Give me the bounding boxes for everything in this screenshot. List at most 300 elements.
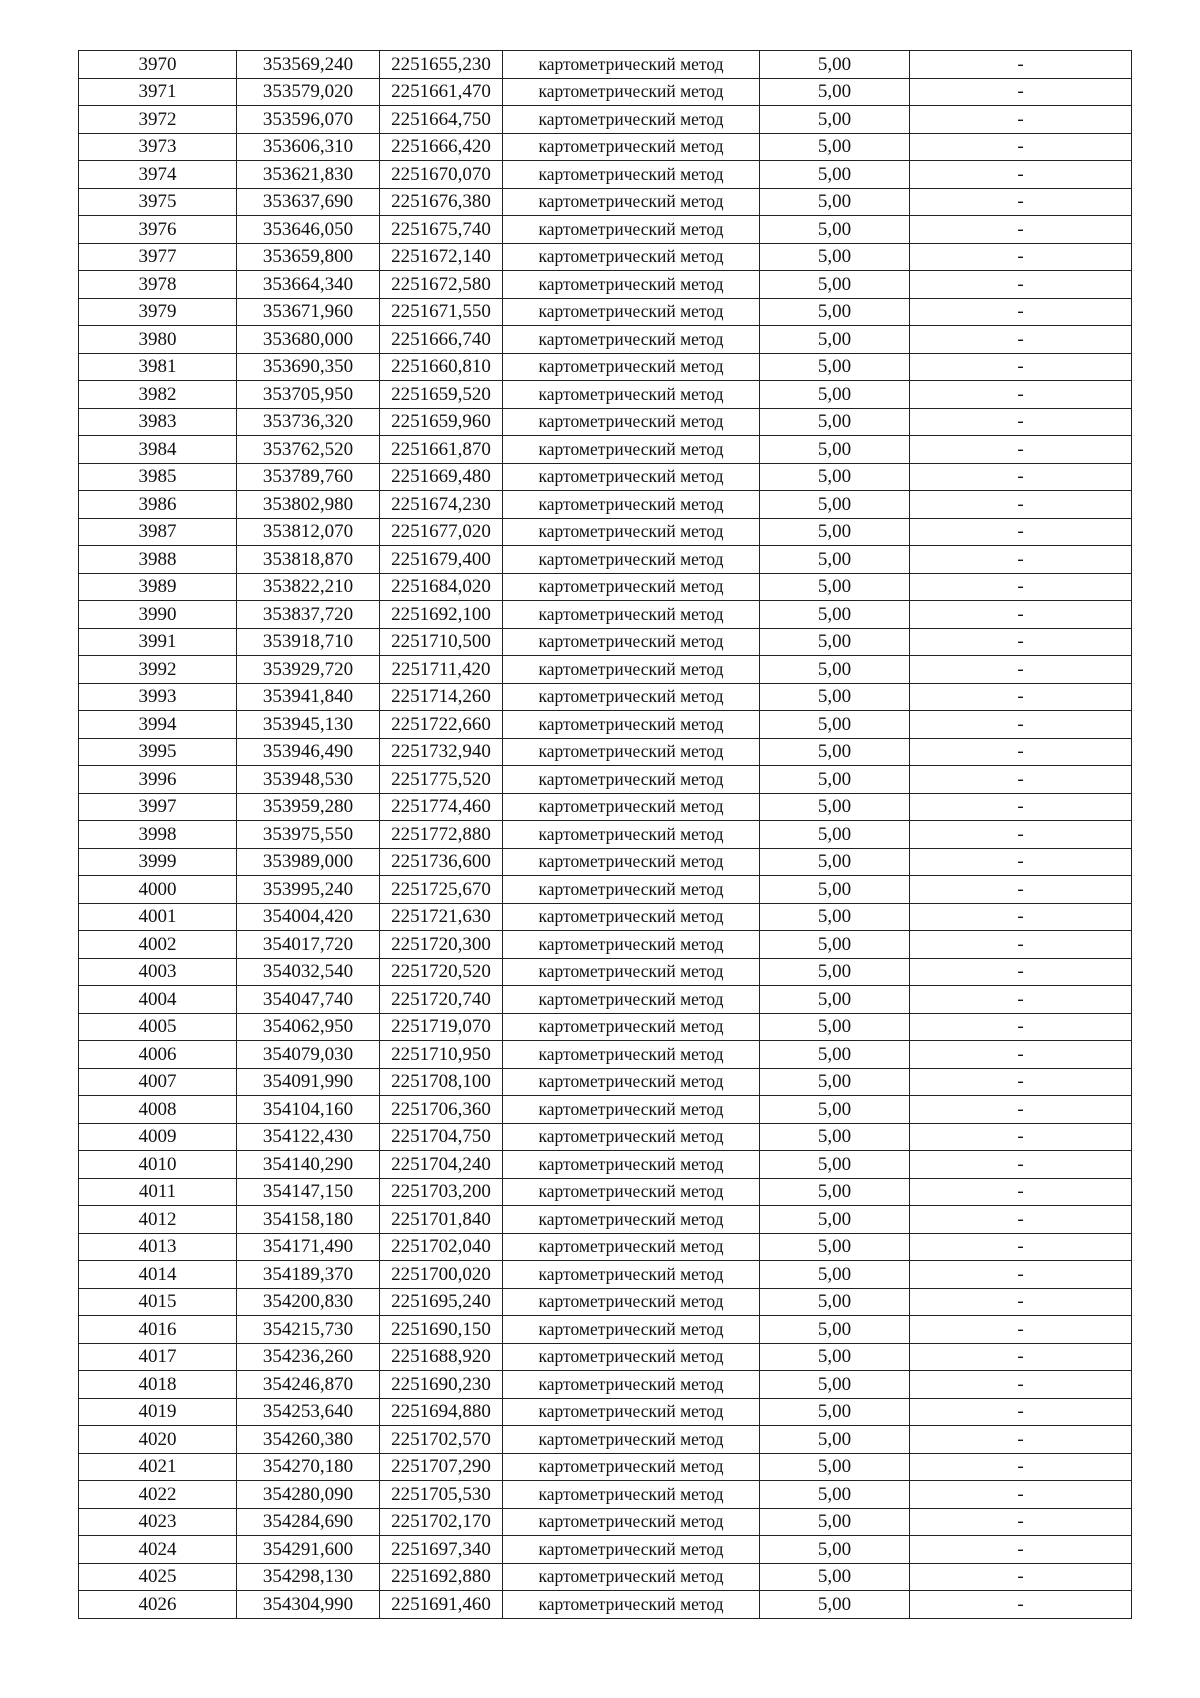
- table-row: [79, 463, 1132, 491]
- x-coordinate-cell: 353637,690: [237, 188, 380, 216]
- method-cell: картометрический метод: [503, 903, 760, 931]
- y-coordinate-cell: 2251710,950: [380, 1041, 503, 1069]
- note-cell: -: [910, 1508, 1132, 1536]
- method-cell: картометрический метод: [503, 1481, 760, 1509]
- y-coordinate-cell: 2251702,170: [380, 1508, 503, 1536]
- accuracy-cell: 5,00: [760, 408, 910, 436]
- y-coordinate-cell: 2251732,940: [380, 738, 503, 766]
- note-cell: -: [910, 601, 1132, 629]
- method-cell: картометрический метод: [503, 958, 760, 986]
- y-coordinate-cell: 2251666,420: [380, 133, 503, 161]
- note-cell: -: [910, 711, 1132, 739]
- point-number-cell: 4025: [79, 1563, 237, 1591]
- y-coordinate-cell: 2251720,740: [380, 986, 503, 1014]
- table-row: [79, 1233, 1132, 1261]
- x-coordinate-cell: 353837,720: [237, 601, 380, 629]
- method-cell: картометрический метод: [503, 518, 760, 546]
- x-coordinate-cell: 353989,000: [237, 848, 380, 876]
- table-row: [79, 1178, 1132, 1206]
- point-number-cell: 4021: [79, 1453, 237, 1481]
- method-cell: картометрический метод: [503, 821, 760, 849]
- y-coordinate-cell: 2251704,750: [380, 1123, 503, 1151]
- y-coordinate-cell: 2251702,570: [380, 1426, 503, 1454]
- point-number-cell: 4003: [79, 958, 237, 986]
- method-cell: картометрический метод: [503, 683, 760, 711]
- x-coordinate-cell: 353995,240: [237, 876, 380, 904]
- point-number-cell: 4023: [79, 1508, 237, 1536]
- x-coordinate-cell: 353606,310: [237, 133, 380, 161]
- y-coordinate-cell: 2251703,200: [380, 1178, 503, 1206]
- x-coordinate-cell: 353705,950: [237, 381, 380, 409]
- accuracy-cell: 5,00: [760, 1316, 910, 1344]
- table-row: [79, 1041, 1132, 1069]
- x-coordinate-cell: 354140,290: [237, 1151, 380, 1179]
- method-cell: картометрический метод: [503, 1041, 760, 1069]
- note-cell: -: [910, 1123, 1132, 1151]
- x-coordinate-cell: 354304,990: [237, 1591, 380, 1619]
- point-number-cell: 3997: [79, 793, 237, 821]
- point-number-cell: 4019: [79, 1398, 237, 1426]
- accuracy-cell: 5,00: [760, 793, 910, 821]
- method-cell: картометрический метод: [503, 1371, 760, 1399]
- table-row: [79, 1508, 1132, 1536]
- x-coordinate-cell: 353579,020: [237, 78, 380, 106]
- accuracy-cell: 5,00: [760, 903, 910, 931]
- y-coordinate-cell: 2251707,290: [380, 1453, 503, 1481]
- table-row: [79, 353, 1132, 381]
- point-number-cell: 4016: [79, 1316, 237, 1344]
- accuracy-cell: 5,00: [760, 1508, 910, 1536]
- y-coordinate-cell: 2251669,480: [380, 463, 503, 491]
- point-number-cell: 3974: [79, 161, 237, 189]
- accuracy-cell: 5,00: [760, 1426, 910, 1454]
- point-number-cell: 3998: [79, 821, 237, 849]
- y-coordinate-cell: 2251676,380: [380, 188, 503, 216]
- x-coordinate-cell: 354291,600: [237, 1536, 380, 1564]
- table-row: [79, 766, 1132, 794]
- table-row: [79, 216, 1132, 244]
- x-coordinate-cell: 353671,960: [237, 298, 380, 326]
- x-coordinate-cell: 354270,180: [237, 1453, 380, 1481]
- note-cell: -: [910, 271, 1132, 299]
- x-coordinate-cell: 354079,030: [237, 1041, 380, 1069]
- y-coordinate-cell: 2251772,880: [380, 821, 503, 849]
- x-coordinate-cell: 354032,540: [237, 958, 380, 986]
- x-coordinate-cell: 354189,370: [237, 1261, 380, 1289]
- y-coordinate-cell: 2251704,240: [380, 1151, 503, 1179]
- note-cell: -: [910, 1178, 1132, 1206]
- point-number-cell: 4024: [79, 1536, 237, 1564]
- x-coordinate-cell: 354017,720: [237, 931, 380, 959]
- point-number-cell: 3970: [79, 51, 237, 79]
- y-coordinate-cell: 2251708,100: [380, 1068, 503, 1096]
- note-cell: -: [910, 958, 1132, 986]
- x-coordinate-cell: 353822,210: [237, 573, 380, 601]
- table-row: [79, 326, 1132, 354]
- note-cell: -: [910, 821, 1132, 849]
- point-number-cell: 3988: [79, 546, 237, 574]
- accuracy-cell: 5,00: [760, 1096, 910, 1124]
- point-number-cell: 3982: [79, 381, 237, 409]
- accuracy-cell: 5,00: [760, 381, 910, 409]
- point-number-cell: 4009: [79, 1123, 237, 1151]
- y-coordinate-cell: 2251661,470: [380, 78, 503, 106]
- x-coordinate-cell: 353802,980: [237, 491, 380, 519]
- note-cell: -: [910, 1398, 1132, 1426]
- accuracy-cell: 5,00: [760, 436, 910, 464]
- x-coordinate-cell: 353664,340: [237, 271, 380, 299]
- note-cell: -: [910, 793, 1132, 821]
- y-coordinate-cell: 2251694,880: [380, 1398, 503, 1426]
- table-row: [79, 298, 1132, 326]
- table-row: [79, 656, 1132, 684]
- method-cell: картометрический метод: [503, 1013, 760, 1041]
- accuracy-cell: 5,00: [760, 518, 910, 546]
- method-cell: картометрический метод: [503, 931, 760, 959]
- y-coordinate-cell: 2251684,020: [380, 573, 503, 601]
- note-cell: -: [910, 848, 1132, 876]
- method-cell: картометрический метод: [503, 51, 760, 79]
- point-number-cell: 3981: [79, 353, 237, 381]
- point-number-cell: 4026: [79, 1591, 237, 1619]
- table-row: [79, 573, 1132, 601]
- point-number-cell: 4022: [79, 1481, 237, 1509]
- y-coordinate-cell: 2251660,810: [380, 353, 503, 381]
- method-cell: картометрический метод: [503, 381, 760, 409]
- y-coordinate-cell: 2251672,140: [380, 243, 503, 271]
- accuracy-cell: 5,00: [760, 986, 910, 1014]
- accuracy-cell: 5,00: [760, 628, 910, 656]
- point-number-cell: 3991: [79, 628, 237, 656]
- x-coordinate-cell: 353596,070: [237, 106, 380, 134]
- method-cell: картометрический метод: [503, 1206, 760, 1234]
- x-coordinate-cell: 353789,760: [237, 463, 380, 491]
- y-coordinate-cell: 2251720,520: [380, 958, 503, 986]
- method-cell: картометрический метод: [503, 353, 760, 381]
- x-coordinate-cell: 353569,240: [237, 51, 380, 79]
- accuracy-cell: 5,00: [760, 546, 910, 574]
- method-cell: картометрический метод: [503, 601, 760, 629]
- y-coordinate-cell: 2251700,020: [380, 1261, 503, 1289]
- y-coordinate-cell: 2251664,750: [380, 106, 503, 134]
- x-coordinate-cell: 353736,320: [237, 408, 380, 436]
- y-coordinate-cell: 2251659,520: [380, 381, 503, 409]
- y-coordinate-cell: 2251671,550: [380, 298, 503, 326]
- note-cell: -: [910, 1563, 1132, 1591]
- accuracy-cell: 5,00: [760, 133, 910, 161]
- note-cell: -: [910, 106, 1132, 134]
- accuracy-cell: 5,00: [760, 738, 910, 766]
- note-cell: -: [910, 51, 1132, 79]
- accuracy-cell: 5,00: [760, 1481, 910, 1509]
- method-cell: картометрический метод: [503, 78, 760, 106]
- x-coordinate-cell: 353690,350: [237, 353, 380, 381]
- x-coordinate-cell: 354215,730: [237, 1316, 380, 1344]
- y-coordinate-cell: 2251691,460: [380, 1591, 503, 1619]
- point-number-cell: 3978: [79, 271, 237, 299]
- accuracy-cell: 5,00: [760, 1536, 910, 1564]
- accuracy-cell: 5,00: [760, 1206, 910, 1234]
- x-coordinate-cell: 354284,690: [237, 1508, 380, 1536]
- x-coordinate-cell: 354260,380: [237, 1426, 380, 1454]
- accuracy-cell: 5,00: [760, 216, 910, 244]
- note-cell: -: [910, 546, 1132, 574]
- note-cell: -: [910, 1206, 1132, 1234]
- note-cell: -: [910, 243, 1132, 271]
- accuracy-cell: 5,00: [760, 491, 910, 519]
- x-coordinate-cell: 353946,490: [237, 738, 380, 766]
- accuracy-cell: 5,00: [760, 656, 910, 684]
- note-cell: -: [910, 518, 1132, 546]
- x-coordinate-cell: 353929,720: [237, 656, 380, 684]
- point-number-cell: 4017: [79, 1343, 237, 1371]
- accuracy-cell: 5,00: [760, 1343, 910, 1371]
- note-cell: -: [910, 161, 1132, 189]
- point-number-cell: 4014: [79, 1261, 237, 1289]
- table-row: [79, 1013, 1132, 1041]
- point-number-cell: 3977: [79, 243, 237, 271]
- note-cell: -: [910, 1233, 1132, 1261]
- table-row: [79, 683, 1132, 711]
- note-cell: -: [910, 876, 1132, 904]
- table-row: [79, 546, 1132, 574]
- accuracy-cell: 5,00: [760, 243, 910, 271]
- note-cell: -: [910, 766, 1132, 794]
- point-number-cell: 3983: [79, 408, 237, 436]
- x-coordinate-cell: 353762,520: [237, 436, 380, 464]
- table-row: [79, 903, 1132, 931]
- x-coordinate-cell: 354298,130: [237, 1563, 380, 1591]
- table-row: [79, 243, 1132, 271]
- x-coordinate-cell: 353680,000: [237, 326, 380, 354]
- method-cell: картометрический метод: [503, 986, 760, 1014]
- note-cell: -: [910, 188, 1132, 216]
- table-row: [79, 188, 1132, 216]
- x-coordinate-cell: 353959,280: [237, 793, 380, 821]
- method-cell: картометрический метод: [503, 133, 760, 161]
- table-row: [79, 78, 1132, 106]
- method-cell: картометрический метод: [503, 491, 760, 519]
- note-cell: -: [910, 1536, 1132, 1564]
- point-number-cell: 4008: [79, 1096, 237, 1124]
- table-row: [79, 876, 1132, 904]
- point-number-cell: 4015: [79, 1288, 237, 1316]
- method-cell: картометрический метод: [503, 793, 760, 821]
- method-cell: картометрический метод: [503, 216, 760, 244]
- y-coordinate-cell: 2251692,100: [380, 601, 503, 629]
- table-row: [79, 106, 1132, 134]
- y-coordinate-cell: 2251775,520: [380, 766, 503, 794]
- method-cell: картометрический метод: [503, 1563, 760, 1591]
- accuracy-cell: 5,00: [760, 1261, 910, 1289]
- method-cell: картометрический метод: [503, 1096, 760, 1124]
- note-cell: -: [910, 216, 1132, 244]
- method-cell: картометрический метод: [503, 326, 760, 354]
- y-coordinate-cell: 2251719,070: [380, 1013, 503, 1041]
- table-row: [79, 848, 1132, 876]
- method-cell: картометрический метод: [503, 1288, 760, 1316]
- table-row: [79, 51, 1132, 79]
- note-cell: -: [910, 408, 1132, 436]
- note-cell: -: [910, 1371, 1132, 1399]
- accuracy-cell: 5,00: [760, 1398, 910, 1426]
- note-cell: -: [910, 381, 1132, 409]
- method-cell: картометрический метод: [503, 106, 760, 134]
- x-coordinate-cell: 354253,640: [237, 1398, 380, 1426]
- table-row: [79, 1151, 1132, 1179]
- point-number-cell: 3985: [79, 463, 237, 491]
- y-coordinate-cell: 2251711,420: [380, 656, 503, 684]
- accuracy-cell: 5,00: [760, 573, 910, 601]
- accuracy-cell: 5,00: [760, 271, 910, 299]
- x-coordinate-cell: 353621,830: [237, 161, 380, 189]
- point-number-cell: 4020: [79, 1426, 237, 1454]
- point-number-cell: 4002: [79, 931, 237, 959]
- note-cell: -: [910, 1041, 1132, 1069]
- y-coordinate-cell: 2251714,260: [380, 683, 503, 711]
- table-row: [79, 711, 1132, 739]
- y-coordinate-cell: 2251705,530: [380, 1481, 503, 1509]
- point-number-cell: 3992: [79, 656, 237, 684]
- table-row: [79, 518, 1132, 546]
- accuracy-cell: 5,00: [760, 51, 910, 79]
- y-coordinate-cell: 2251675,740: [380, 216, 503, 244]
- note-cell: -: [910, 1481, 1132, 1509]
- x-coordinate-cell: 353646,050: [237, 216, 380, 244]
- point-number-cell: 3995: [79, 738, 237, 766]
- note-cell: -: [910, 353, 1132, 381]
- method-cell: картометрический метод: [503, 546, 760, 574]
- accuracy-cell: 5,00: [760, 931, 910, 959]
- y-coordinate-cell: 2251690,230: [380, 1371, 503, 1399]
- note-cell: -: [910, 1453, 1132, 1481]
- accuracy-cell: 5,00: [760, 326, 910, 354]
- y-coordinate-cell: 2251670,070: [380, 161, 503, 189]
- method-cell: картометрический метод: [503, 573, 760, 601]
- x-coordinate-cell: 354171,490: [237, 1233, 380, 1261]
- point-number-cell: 3975: [79, 188, 237, 216]
- y-coordinate-cell: 2251661,870: [380, 436, 503, 464]
- point-number-cell: 3973: [79, 133, 237, 161]
- x-coordinate-cell: 354062,950: [237, 1013, 380, 1041]
- table-row: [79, 931, 1132, 959]
- table-row: [79, 1206, 1132, 1234]
- point-number-cell: 3999: [79, 848, 237, 876]
- method-cell: картометрический метод: [503, 1453, 760, 1481]
- accuracy-cell: 5,00: [760, 1123, 910, 1151]
- accuracy-cell: 5,00: [760, 766, 910, 794]
- point-number-cell: 3993: [79, 683, 237, 711]
- coordinates-table: [78, 50, 1132, 1619]
- accuracy-cell: 5,00: [760, 1041, 910, 1069]
- method-cell: картометрический метод: [503, 656, 760, 684]
- point-number-cell: 3980: [79, 326, 237, 354]
- method-cell: картометрический метод: [503, 711, 760, 739]
- note-cell: -: [910, 78, 1132, 106]
- point-number-cell: 4000: [79, 876, 237, 904]
- table-row: [79, 1343, 1132, 1371]
- method-cell: картометрический метод: [503, 1316, 760, 1344]
- method-cell: картометрический метод: [503, 436, 760, 464]
- point-number-cell: 3986: [79, 491, 237, 519]
- note-cell: -: [910, 931, 1132, 959]
- table-row: [79, 1426, 1132, 1454]
- point-number-cell: 4010: [79, 1151, 237, 1179]
- accuracy-cell: 5,00: [760, 188, 910, 216]
- y-coordinate-cell: 2251672,580: [380, 271, 503, 299]
- note-cell: -: [910, 463, 1132, 491]
- method-cell: картометрический метод: [503, 1426, 760, 1454]
- y-coordinate-cell: 2251702,040: [380, 1233, 503, 1261]
- table-row: [79, 1123, 1132, 1151]
- y-coordinate-cell: 2251659,960: [380, 408, 503, 436]
- method-cell: картометрический метод: [503, 1178, 760, 1206]
- y-coordinate-cell: 2251720,300: [380, 931, 503, 959]
- x-coordinate-cell: 353948,530: [237, 766, 380, 794]
- table-row: [79, 1261, 1132, 1289]
- accuracy-cell: 5,00: [760, 298, 910, 326]
- accuracy-cell: 5,00: [760, 1151, 910, 1179]
- note-cell: -: [910, 1343, 1132, 1371]
- note-cell: -: [910, 1316, 1132, 1344]
- point-number-cell: 3989: [79, 573, 237, 601]
- method-cell: картометрический метод: [503, 1508, 760, 1536]
- method-cell: картометрический метод: [503, 1151, 760, 1179]
- accuracy-cell: 5,00: [760, 1563, 910, 1591]
- table-row: [79, 408, 1132, 436]
- y-coordinate-cell: 2251692,880: [380, 1563, 503, 1591]
- x-coordinate-cell: 354122,430: [237, 1123, 380, 1151]
- method-cell: картометрический метод: [503, 243, 760, 271]
- accuracy-cell: 5,00: [760, 848, 910, 876]
- method-cell: картометрический метод: [503, 188, 760, 216]
- x-coordinate-cell: 354158,180: [237, 1206, 380, 1234]
- accuracy-cell: 5,00: [760, 711, 910, 739]
- table-row: [79, 601, 1132, 629]
- note-cell: -: [910, 628, 1132, 656]
- y-coordinate-cell: 2251774,460: [380, 793, 503, 821]
- point-number-cell: 4018: [79, 1371, 237, 1399]
- method-cell: картометрический метод: [503, 1068, 760, 1096]
- point-number-cell: 3972: [79, 106, 237, 134]
- method-cell: картометрический метод: [503, 766, 760, 794]
- method-cell: картометрический метод: [503, 876, 760, 904]
- note-cell: -: [910, 656, 1132, 684]
- accuracy-cell: 5,00: [760, 601, 910, 629]
- table-row: [79, 1096, 1132, 1124]
- accuracy-cell: 5,00: [760, 1233, 910, 1261]
- table-row: [79, 491, 1132, 519]
- method-cell: картометрический метод: [503, 408, 760, 436]
- method-cell: картометрический метод: [503, 271, 760, 299]
- y-coordinate-cell: 2251725,670: [380, 876, 503, 904]
- table-row: [79, 1481, 1132, 1509]
- table-row: [79, 958, 1132, 986]
- y-coordinate-cell: 2251655,230: [380, 51, 503, 79]
- method-cell: картометрический метод: [503, 463, 760, 491]
- method-cell: картометрический метод: [503, 1398, 760, 1426]
- x-coordinate-cell: 354004,420: [237, 903, 380, 931]
- note-cell: -: [910, 491, 1132, 519]
- point-number-cell: 3976: [79, 216, 237, 244]
- note-cell: -: [910, 1288, 1132, 1316]
- point-number-cell: 4005: [79, 1013, 237, 1041]
- point-number-cell: 3971: [79, 78, 237, 106]
- y-coordinate-cell: 2251666,740: [380, 326, 503, 354]
- table-row: [79, 1398, 1132, 1426]
- table-row: [79, 738, 1132, 766]
- table-row: [79, 986, 1132, 1014]
